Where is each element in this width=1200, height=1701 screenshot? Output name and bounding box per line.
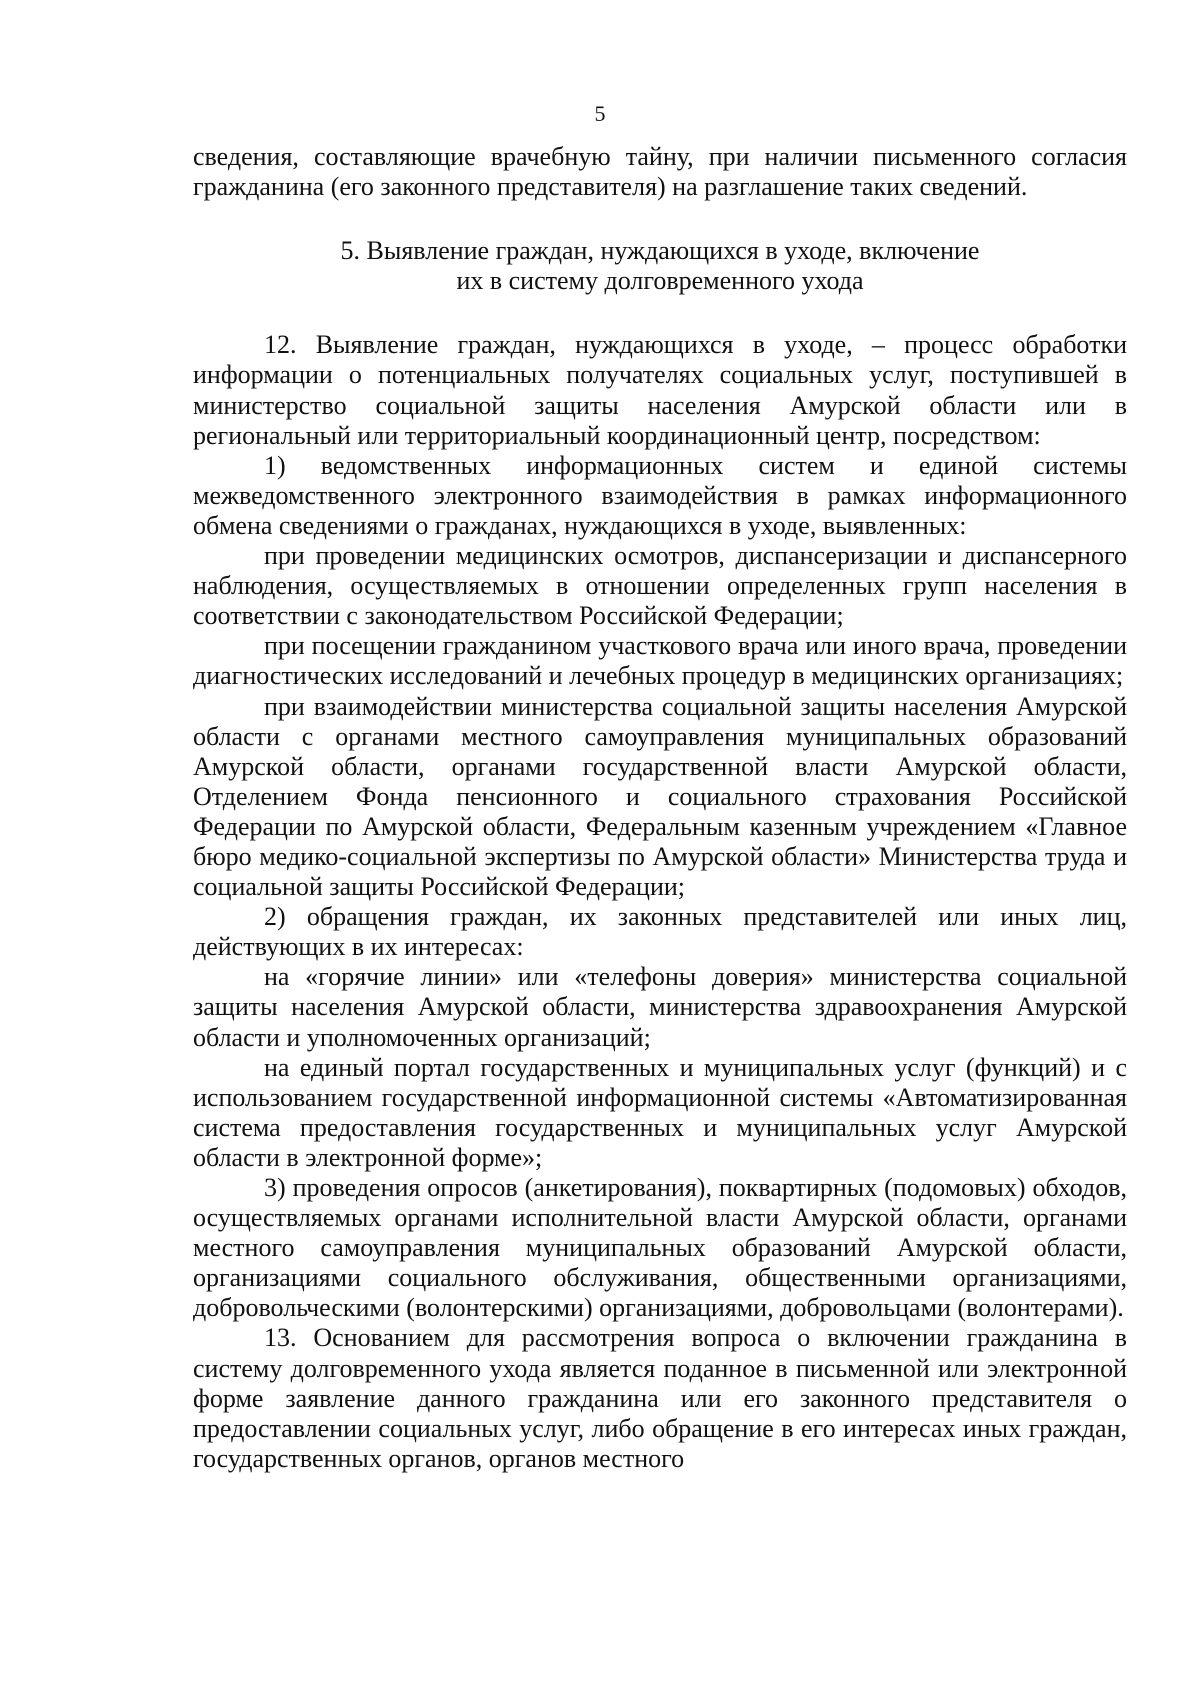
- page-number: 5: [594, 101, 606, 126]
- clause-12: 12. Выявление граждан, нуждающихся в уходе, – процесс обработки информации о потенциальных получателях социальных услуг, поступившей в министерство социальной защиты населения Амурской области или в региональный или территориальный координационный центр, посредством:: [193, 330, 1127, 450]
- clause-12-item-1-doctor-visits: при посещении гражданином участкового врача или иного врача, проведении диагностических исследований и лечебных процедур в медицинских организациях;: [193, 631, 1127, 691]
- clause-12-item-1: 1) ведомственных информационных систем и единой системы межведомственного электронного взаимодействия в рамках информационного обмена сведениями о гражданах, нуждающихся в уходе, выявленных:: [193, 450, 1127, 540]
- clause-12-item-2-hotlines: на «горячие линии» или «телефоны доверия» министерства социальной защиты населения Амурской области, министерства здравоохранения Амурской области и уполномоченных организаций;: [193, 962, 1127, 1052]
- paragraph-continuation: сведения, составляющие врачебную тайну, при наличии письменного согласия гражданина (его законного представителя) на разглашение таких сведений.: [193, 142, 1127, 202]
- section-heading-line-2: их в систему долговременного ухода: [456, 266, 864, 296]
- clause-12-item-2: 2) обращения граждан, их законных представителей или иных лиц, действующих в их интересах:: [193, 902, 1127, 962]
- clause-12-item-1-medical-exams: при проведении медицинских осмотров, диспансеризации и диспансерного наблюдения, осуществляемых в отношении определенных групп населения в соответствии с законодательством Российской Федерации;: [193, 541, 1127, 631]
- clause-13: 13. Основанием для рассмотрения вопроса о включении гражданина в систему долговременного ухода является поданное в письменной или электронной форме заявление данного гражданина или его законного представителя о предоставлении социальных услуг, либо обращение в его интересах иных граждан, государственных органов, органов местного: [193, 1323, 1127, 1473]
- section-heading-line-1: 5. Выявление граждан, нуждающихся в уходе, включение: [340, 236, 980, 266]
- clause-12-item-1-interaction: при взаимодействии министерства социальной защиты населения Амурской области с органами местного самоуправления муниципальных образований Амурской области, органами государственной власти Амурской области, Отделением Фонда пенсионного и социального страхования Российской Федерации по Амурской области, Федеральным казенным учреждением «Главное бюро медико-социальной экспертизы по Амурской области» Министерства труда и социальной защиты Российской Федерации;: [193, 691, 1127, 902]
- clause-12-item-2-portal: на единый портал государственных и муниципальных услуг (функций) и с использованием государственной информационной системы «Автоматизированная система предоставления государственных и муниципальных услуг Амурской области в электронной форме»;: [193, 1052, 1127, 1172]
- clause-12-item-3: 3) проведения опросов (анкетирования), поквартирных (подомовых) обходов, осуществляемых органами исполнительной власти Амурской области, органами местного самоуправления муниципальных образований Амурской области, организациями социального обслуживания, общественными организациями, добровольческими (волонтерскими) организациями, добровольцами (волонтерами).: [193, 1173, 1127, 1323]
- document-body: [193, 142, 1127, 1474]
- section-heading: [193, 236, 1127, 296]
